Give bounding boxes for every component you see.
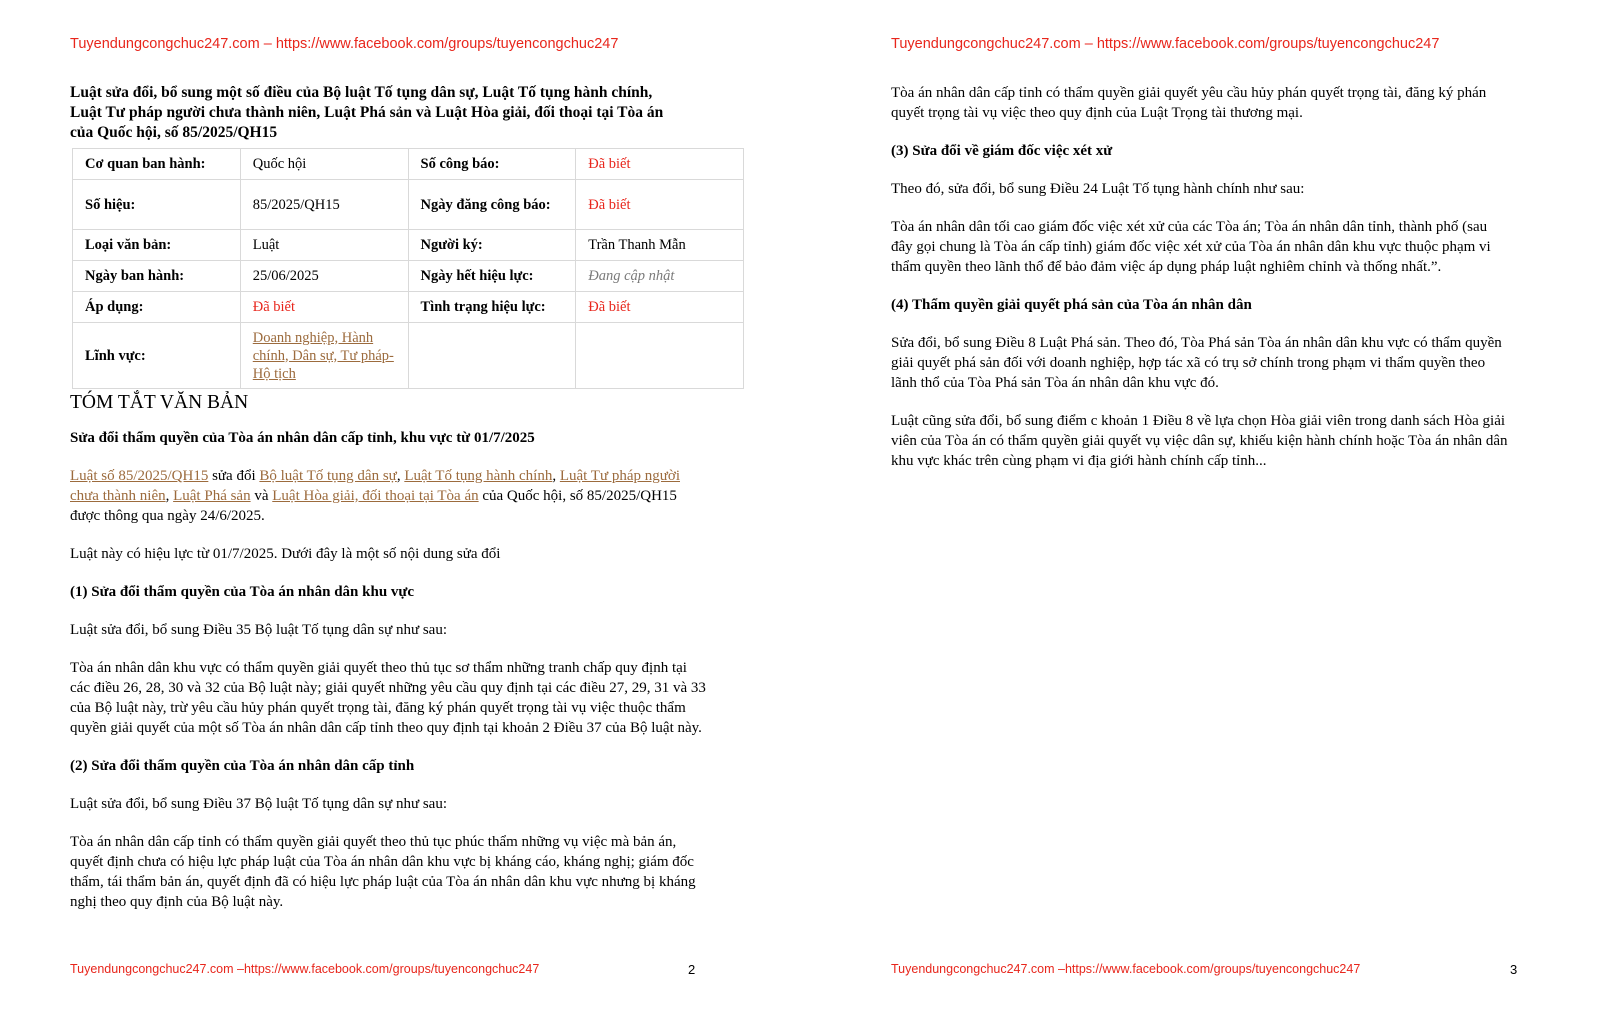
expiry-value: Đang cập nhật: [576, 261, 744, 292]
admin-procedure-link[interactable]: Luật Tố tụng hành chính: [404, 468, 553, 484]
juvenile-justice-link[interactable]: Luật Tư pháp người chưa thành niên: [70, 468, 680, 504]
issuer-value: Quốc hội: [240, 149, 408, 180]
intro-text: ,: [396, 468, 405, 484]
issued-value: 25/06/2025: [240, 261, 408, 292]
page-number: 3: [1510, 962, 1518, 977]
section-1-heading: (1) Sửa đổi thẩm quyền của Tòa án nhân dân khu vực: [70, 584, 415, 600]
intro-text: và: [250, 488, 273, 504]
summary-title: Sửa đổi thẩm quyền của Tòa án nhân dân cấp tỉnh, khu vực từ 01/7/2025: [70, 430, 535, 446]
section-2-continuation: Tòa án nhân dân cấp tỉnh có thẩm quyền giải quyết yêu cầu hủy phán quyết trọng tài, đăng ký phán quyết trọng tài vụ việc theo quy định của Luật Trọng tài thương mại.: [891, 85, 1487, 121]
status-value: Đã biết: [576, 292, 744, 323]
intro-text: sửa đổi: [208, 468, 260, 484]
mediation-law-link[interactable]: Luật Hòa giải, đối thoại tại Tòa án: [272, 488, 479, 504]
section-1-intro: Luật sửa đổi, bổ sung Điều 35 Bộ luật Tố tụng dân sự như sau:: [70, 622, 447, 638]
section-4-heading: (4) Thẩm quyền giải quyết phá sản của Tòa án nhân dân: [891, 297, 1252, 313]
section-2-intro: Luật sửa đổi, bổ sung Điều 37 Bộ luật Tố tụng dân sự như sau:: [70, 796, 447, 812]
apply-label: Áp dụng:: [73, 292, 241, 323]
header-link[interactable]: Tuyendungcongchuc247.com – https://www.facebook.com/groups/tuyencongchuc247: [891, 36, 1440, 52]
law-85-link[interactable]: Luật số 85/2025/QH15: [70, 468, 209, 484]
bankruptcy-law-link[interactable]: Luật Phá sản: [173, 488, 251, 504]
section-3-intro: Theo đó, sửa đổi, bổ sung Điều 24 Luật Tố tụng hành chính như sau:: [891, 181, 1305, 197]
effective-paragraph: Luật này có hiệu lực từ 01/7/2025. Dưới đây là một số nội dung sửa đổi: [70, 546, 501, 562]
page-3-content: [891, 83, 1511, 471]
page-number: 2: [688, 962, 696, 977]
page-3: [800, 0, 1600, 1011]
field-value-link[interactable]: Doanh nghiệp, Hành chính, Dân sự, Tư pháp-Hộ tịch: [252, 329, 394, 382]
field-label: Lĩnh vực:: [73, 323, 241, 389]
summary-heading: TÓM TẮT VĂN BẢN: [70, 392, 249, 413]
section-3-heading: (3) Sửa đổi về giám đốc việc xét xử: [891, 143, 1113, 159]
number-value: 85/2025/QH15: [240, 180, 408, 230]
gazette-label: Số công báo:: [408, 149, 576, 180]
posted-value: Đã biết: [576, 180, 744, 230]
civil-procedure-link[interactable]: Bộ luật Tố tụng dân sự: [259, 468, 397, 484]
intro-paragraph: [70, 466, 710, 526]
table-row: [73, 230, 744, 261]
header-link[interactable]: Tuyendungcongchuc247.com – https://www.facebook.com/groups/tuyencongchuc247: [70, 36, 619, 52]
expiry-label: Ngày hết hiệu lực:: [408, 261, 576, 292]
metadata-table: [72, 148, 744, 389]
signer-label: Người ký:: [408, 230, 576, 261]
gazette-value: Đã biết: [576, 149, 744, 180]
table-row: [73, 323, 744, 389]
field-value-cell: [240, 323, 408, 389]
issued-label: Ngày ban hành:: [73, 261, 241, 292]
document-title: Luật sửa đổi, bổ sung một số điều của Bộ luật Tố tụng dân sự, Luật Tố tụng hành chính, Luật Tư pháp người chưa thành niên, Luật Phá sản và Luật Hòa giải, đối thoại tại Tòa án của Quốc hội, số 85/2025/QH15: [70, 84, 664, 141]
section-1-body: Tòa án nhân dân khu vực có thẩm quyền giải quyết theo thủ tục sơ thẩm những tranh chấp quy định tại các điều 26, 28, 30 và 32 của Bộ luật này; giải quyết những yêu cầu quy định tại các điều 27, 29, 31 và 33 của Bộ luật này, trừ yêu cầu hủy phán quyết trọng tài, đăng ký phán quyết trọng tài vụ việc thuộc thẩm quyền giải quyết của một số Tòa án nhân dân cấp tỉnh theo quy định tại khoản 2 Điều 37 của Bộ luật này.: [70, 660, 706, 736]
status-label: Tình trạng hiệu lực:: [408, 292, 576, 323]
page-2-content: [70, 83, 710, 912]
apply-value: Đã biết: [240, 292, 408, 323]
section-4-extra: Luật cũng sửa đổi, bổ sung điểm c khoản 1 Điều 8 về lựa chọn Hòa giải viên trong danh sách Hòa giải viên của Tòa án có thẩm quyền giải quyết vụ việc dân sự, khiếu kiện hành chính hoặc Tòa án nhân dân khu vực khác trên cùng phạm vi địa giới hành chính cấp tỉnh...: [891, 413, 1508, 469]
empty-cell: [408, 323, 576, 389]
table-row: [73, 261, 744, 292]
footer-link[interactable]: Tuyendungcongchuc247.com –https://www.facebook.com/groups/tuyencongchuc247: [891, 962, 1361, 976]
posted-label: Ngày đăng công báo:: [408, 180, 576, 230]
signer-value: Trần Thanh Mẫn: [576, 230, 744, 261]
number-label: Số hiệu:: [73, 180, 241, 230]
section-2-body: Tòa án nhân dân cấp tỉnh có thẩm quyền giải quyết theo thủ tục phúc thẩm những vụ việc mà bản án, quyết định chưa có hiệu lực pháp luật của Tòa án nhân dân khu vực bị kháng cáo, kháng nghị; giám đốc thẩm, tái thẩm bản án, quyết định đã có hiệu lực pháp luật của Tòa án nhân dân khu vực nhưng bị kháng nghị theo quy định của Bộ luật này.: [70, 834, 696, 910]
table-row: [73, 292, 744, 323]
section-4-body: Sửa đổi, bổ sung Điều 8 Luật Phá sản. Theo đó, Tòa Phá sản Tòa án nhân dân khu vực có thẩm quyền giải quyết phá sản đối với doanh nghiệp, hợp tác xã có trụ sở chính trong phạm vi thẩm quyền theo lãnh thổ của Tòa Phá sản Tòa án nhân dân khu vực đó.: [891, 335, 1502, 391]
section-3-body: Tòa án nhân dân tối cao giám đốc việc xét xử của các Tòa án; Tòa án nhân dân tỉnh, thành phố (sau đây gọi chung là Tòa án cấp tỉnh) giám đốc việc xét xử của Tòa án nhân dân khu vực thuộc phạm vi thẩm quyền theo lãnh thổ để bảo đảm việc áp dụng pháp luật nghiêm chỉnh và thống nhất.”.: [891, 219, 1491, 275]
section-2-heading: (2) Sửa đổi thẩm quyền của Tòa án nhân dân cấp tỉnh: [70, 758, 415, 774]
table-row: [73, 149, 744, 180]
footer-link[interactable]: Tuyendungcongchuc247.com –https://www.facebook.com/groups/tuyencongchuc247: [70, 962, 540, 976]
intro-text: ,: [552, 468, 560, 484]
table-row: [73, 180, 744, 230]
issuer-label: Cơ quan ban hành:: [73, 149, 241, 180]
type-label: Loại văn bản:: [73, 230, 241, 261]
type-value: Luật: [240, 230, 408, 261]
intro-text: của Quốc hội, số 85/2025/QH15 được thông qua ngày 24/6/2025.: [70, 488, 677, 524]
intro-text: ,: [165, 488, 174, 504]
empty-cell: [576, 323, 744, 389]
